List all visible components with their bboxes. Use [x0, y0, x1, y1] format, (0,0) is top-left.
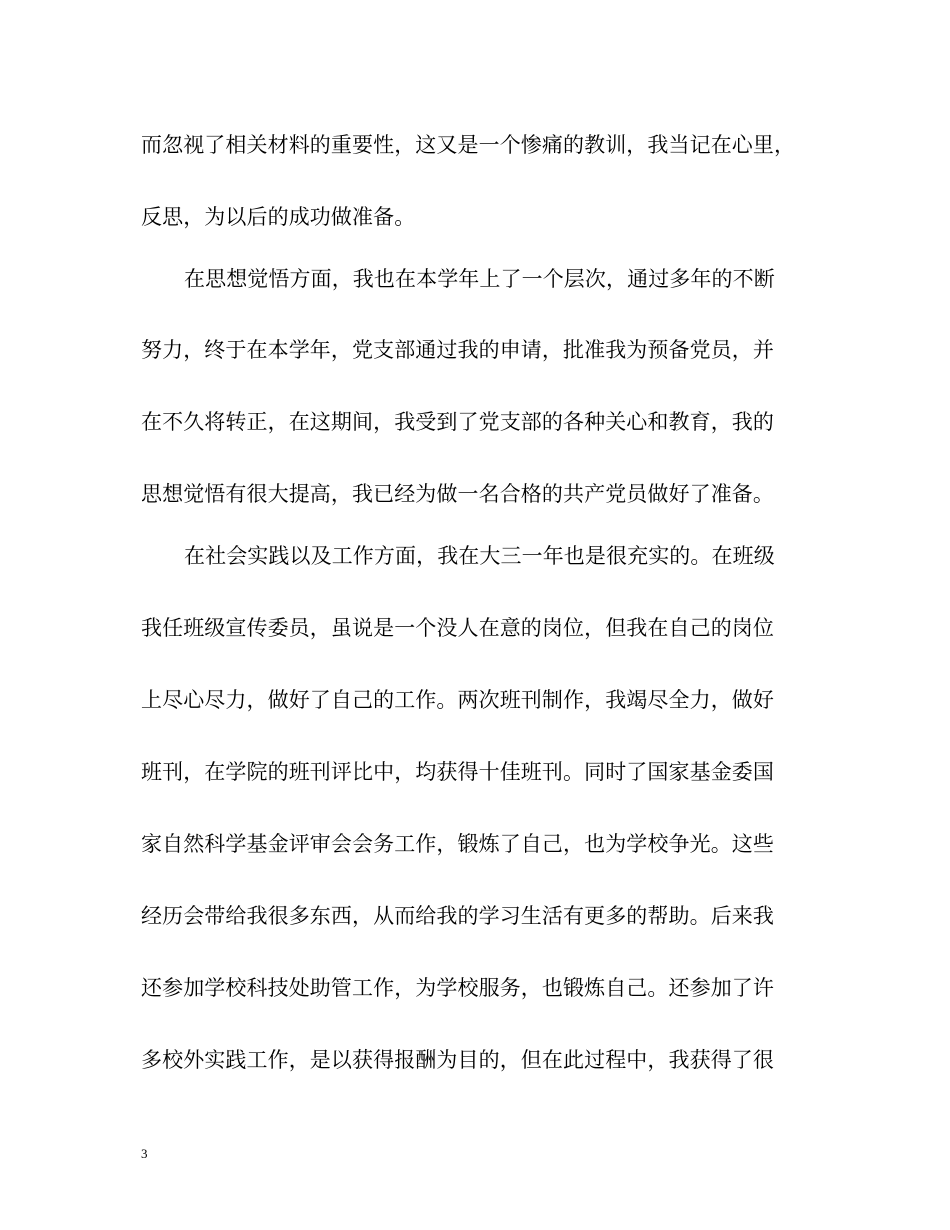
text-line: 经历会带给我很多东西，从而给我的学习生活有更多的帮助。后来我	[141, 904, 774, 928]
text-line: 我任班级宣传委员，虽说是一个没人在意的岗位，但我在自己的岗位	[141, 616, 774, 640]
text-line: 而忽视了相关材料的重要性，这又是一个惨痛的教训，我当记在心里，	[141, 133, 796, 157]
text-line: 努力，终于在本学年，党支部通过我的申请，批准我为预备党员，并	[141, 338, 774, 362]
text-line: 思想觉悟有很大提高，我已经为做一名合格的共产党员做好了准备。	[141, 482, 774, 506]
paragraph-start-line: 在思想觉悟方面，我也在本学年上了一个层次，通过多年的不断	[184, 267, 775, 291]
text-line: 班刊，在学院的班刊评比中，均获得十佳班刊。同时了国家基金委国	[141, 760, 774, 784]
text-line: 还参加学校科技处助管工作，为学校服务，也锻炼自己。还参加了许	[141, 976, 774, 1000]
text-line: 在不久将转正，在这期间，我受到了党支部的各种关心和教育，我的	[141, 410, 774, 434]
page-number: 3	[141, 1146, 148, 1161]
text-line: 反思，为以后的成功做准备。	[141, 205, 416, 229]
paragraph-start-line: 在社会实践以及工作方面，我在大三一年也是很充实的。在班级	[184, 544, 775, 568]
text-line: 家自然科学基金评审会会务工作，锻炼了自己，也为学校争光。这些	[141, 832, 774, 856]
text-line: 上尽心尽力，做好了自己的工作。两次班刊制作，我竭尽全力，做好	[141, 688, 774, 712]
text-line: 多校外实践工作，是以获得报酬为目的，但在此过程中，我获得了很	[141, 1048, 774, 1072]
